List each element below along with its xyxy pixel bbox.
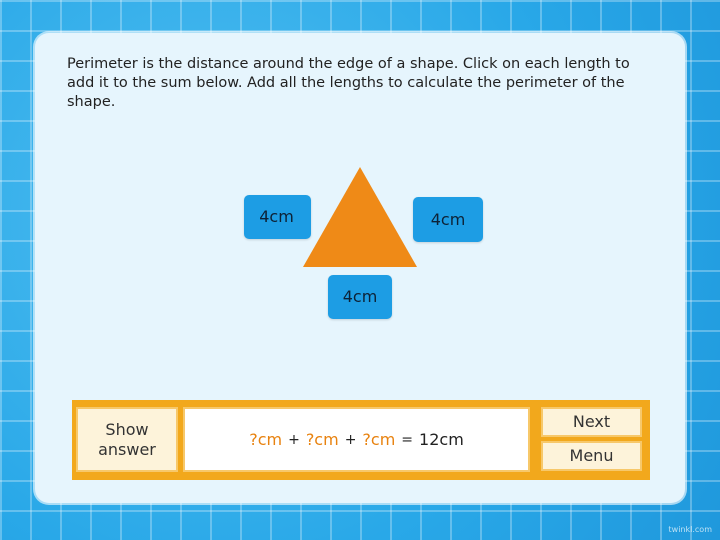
length-button-bottom[interactable]: 4cm xyxy=(328,275,392,319)
sum-term-2[interactable]: ?cm xyxy=(305,430,339,449)
next-button[interactable]: Next xyxy=(541,407,642,437)
sum-result: 12cm xyxy=(419,430,464,449)
show-answer-label-line1: Show xyxy=(105,419,149,439)
sum-plus-1: + xyxy=(288,431,300,448)
sum-term-1[interactable]: ?cm xyxy=(249,430,283,449)
watermark: twinkl.com xyxy=(668,525,712,534)
instructions-text: Perimeter is the distance around the edge of a shape. Click on each length to add it to the sum below. Add all the lengths to calculate the perimeter of the shape. xyxy=(67,56,630,110)
orange-triangle-shape xyxy=(303,167,417,267)
length-button-right[interactable]: 4cm xyxy=(413,197,483,242)
menu-button[interactable]: Menu xyxy=(541,441,642,471)
perimeter-sum xyxy=(183,407,530,472)
sum-equals: = xyxy=(401,431,414,448)
sum-term-3[interactable]: ?cm xyxy=(362,430,396,449)
show-answer-button[interactable] xyxy=(76,407,178,472)
show-answer-label-line2: answer xyxy=(98,439,156,459)
sum-plus-2: + xyxy=(344,431,357,448)
length-button-left[interactable]: 4cm xyxy=(244,195,311,239)
